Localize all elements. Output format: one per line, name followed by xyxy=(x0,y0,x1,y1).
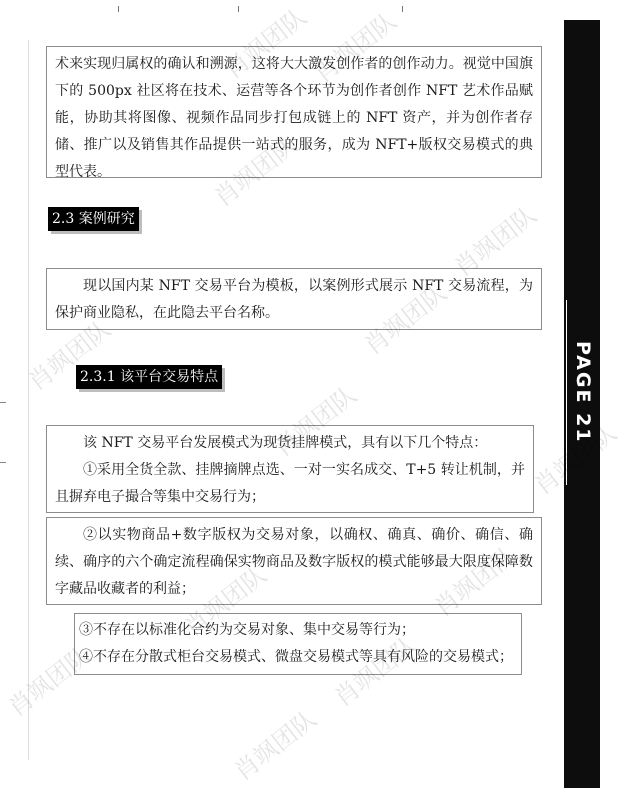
features-box-3 xyxy=(74,613,522,675)
watermark-text: 肖飒团队 xyxy=(359,278,452,361)
intro-paragraph: 术来实现归属权的确认和溯源，这将大大激发创作者的创作动力。视觉中国旗下的 500px 社区将在技术、运营等各个环节为创作者创作 NFT 艺术作品赋能，协助其将图像、视频作品同步打包成链上的 NFT 资产，并为创作者存储、推广以及销售其作品提供一站式的服务，成为 NFT+版权交易模式的典型代表。 xyxy=(55,56,533,180)
intro-text-box xyxy=(46,46,542,178)
watermark-text: 肖飒团队 xyxy=(23,314,116,397)
feature-item-1: ①采用全货全款、挂牌摘牌点选、一对一实名成交、T+5 转让机制，并且摒弃电子撮合等集中交易行为； xyxy=(55,462,525,505)
feature-item-4: ④不存在分散式柜台交易模式、微盘交易模式等具有风险的交易模式； xyxy=(79,649,513,665)
margin-rule xyxy=(28,40,29,760)
features-box-1 xyxy=(46,425,534,513)
watermark-text: 肖飒团队 xyxy=(179,560,272,643)
watermark-text: 肖飒团队 xyxy=(309,6,402,89)
features-intro: 该 NFT 交易平台发展模式为现货挂牌模式，具有以下几个特点： xyxy=(83,435,488,451)
watermark-text: 肖飒团队 xyxy=(429,540,522,623)
side-tick xyxy=(0,402,6,403)
crop-marks xyxy=(0,6,600,12)
watermark-text: 肖飒团队 xyxy=(219,2,312,85)
watermark-text: 肖飒团队 xyxy=(329,630,422,713)
feature-item-2: ②以实物商品+数字版权为交易对象，以确权、确真、确价、确信、确续、确序的六个确定流程确保实物商品及数字版权的模式能够最大限度保障数字藏品收藏者的利益； xyxy=(55,527,533,597)
section-heading: 2.3 案例研究 xyxy=(48,207,139,231)
side-tick xyxy=(0,462,6,463)
page-number-label xyxy=(566,300,599,485)
watermark-text: 肖飒团队 xyxy=(449,200,542,283)
section-intro-box xyxy=(46,268,542,330)
page-number-text: PAGE 21 xyxy=(572,341,594,444)
watermark-text: 肖飒团队 xyxy=(209,130,302,213)
features-box-2 xyxy=(46,517,542,605)
watermark-text: 肖飒团队 xyxy=(3,640,96,723)
watermark-text: 肖飒团队 xyxy=(269,380,362,463)
feature-item-3: ③不存在以标准化合约为交易对象、集中交易等行为； xyxy=(79,622,415,638)
subsection-heading: 2.3.1 该平台交易特点 xyxy=(76,365,222,389)
watermark-text: 肖飒团队 xyxy=(229,704,322,787)
section-paragraph: 现以国内某 NFT 交易平台为模板，以案例形式展示 NFT 交易流程，为保护商业隐私，在此隐去平台名称。 xyxy=(55,278,533,321)
